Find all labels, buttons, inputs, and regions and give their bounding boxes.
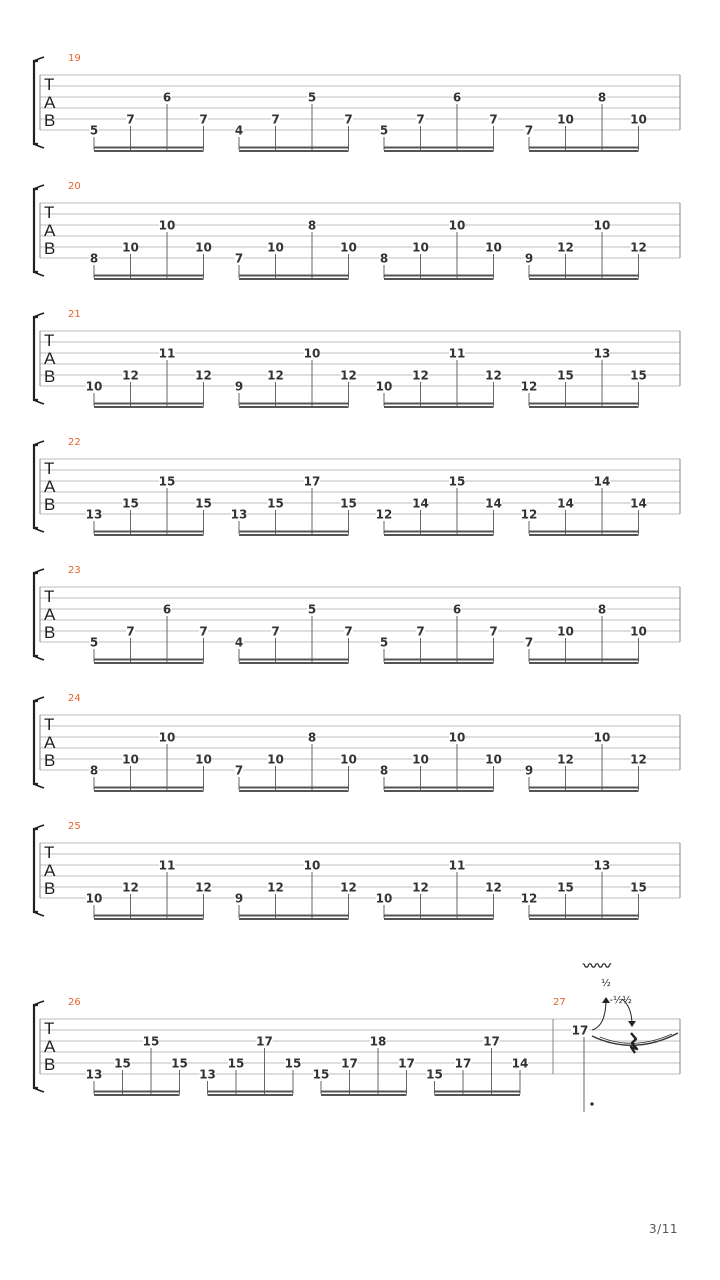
beam bbox=[384, 403, 494, 405]
fret-number: 10 bbox=[375, 379, 393, 394]
beam bbox=[239, 534, 349, 536]
fret-number: 10 bbox=[630, 112, 647, 127]
tab-clef-letter: B bbox=[44, 1055, 56, 1074]
measure-number: 23 bbox=[68, 565, 81, 576]
fret-number: 14 bbox=[630, 496, 647, 511]
fret-number: 12 bbox=[520, 891, 538, 906]
beam bbox=[94, 403, 204, 405]
fret-number: 8 bbox=[307, 730, 317, 745]
fret-number: 12 bbox=[557, 752, 574, 767]
fret-number: 14 bbox=[511, 1056, 529, 1071]
tab-clef-letter: T bbox=[44, 587, 55, 606]
release-arrow-icon bbox=[628, 1021, 636, 1027]
fret-number: 10 bbox=[85, 891, 103, 906]
fret-number: 10 bbox=[267, 752, 284, 767]
beam bbox=[208, 1094, 294, 1096]
beam bbox=[94, 659, 204, 661]
beam bbox=[384, 662, 494, 664]
fret-number: 17 bbox=[454, 1056, 472, 1071]
tab-clef-letter: B bbox=[44, 111, 56, 130]
tab-clef-letter: A bbox=[44, 349, 56, 368]
tab-clef-letter: T bbox=[44, 1019, 55, 1038]
fret-number: 15 bbox=[142, 1034, 160, 1049]
beam bbox=[239, 406, 349, 408]
tab-system bbox=[34, 565, 680, 664]
fret-number: 15 bbox=[171, 1056, 188, 1071]
fret-number: 12 bbox=[267, 880, 284, 895]
beam bbox=[239, 790, 349, 792]
fret-number: 12 bbox=[630, 240, 647, 255]
beam bbox=[94, 147, 204, 149]
fret-number: 5 bbox=[89, 635, 99, 650]
beam bbox=[529, 918, 639, 920]
fret-number: 12 bbox=[485, 368, 502, 383]
fret-number: 8 bbox=[307, 218, 317, 233]
fret-number: 6 bbox=[162, 90, 172, 105]
fret-number: 8 bbox=[89, 251, 99, 266]
tab-clef-letter: A bbox=[44, 733, 56, 752]
fret-number: 10 bbox=[158, 730, 176, 745]
fret-number: 10 bbox=[85, 379, 103, 394]
measure-number: 19 bbox=[68, 53, 81, 64]
fret-number: 10 bbox=[630, 624, 647, 639]
fret-number: 9 bbox=[234, 891, 244, 906]
fret-number: 7 bbox=[199, 112, 208, 127]
fret-number: 11 bbox=[158, 858, 176, 873]
beam bbox=[94, 1094, 180, 1096]
fret-number: 10 bbox=[412, 240, 429, 255]
page-number: 3/11 bbox=[649, 1222, 678, 1236]
fret-number: 15 bbox=[195, 496, 212, 511]
beam bbox=[529, 278, 639, 280]
fret-number: 10 bbox=[448, 730, 466, 745]
beam bbox=[529, 790, 639, 792]
augmentation-dot bbox=[590, 1102, 593, 1105]
measure-number: 27 bbox=[553, 997, 566, 1008]
fret-number: 7 bbox=[416, 624, 425, 639]
fret-number: 7 bbox=[416, 112, 425, 127]
fret-number: 7 bbox=[271, 112, 280, 127]
vibrato-icon: 〰〰 bbox=[583, 959, 611, 975]
fret-number: 10 bbox=[303, 346, 321, 361]
fret-number: 15 bbox=[630, 368, 647, 383]
system-bracket bbox=[34, 189, 38, 272]
tab-system bbox=[34, 437, 680, 536]
fret-number: 7 bbox=[126, 624, 135, 639]
system-bracket bbox=[34, 1005, 38, 1088]
fret-number: 5 bbox=[89, 123, 99, 138]
fret-number: 7 bbox=[271, 624, 280, 639]
beam bbox=[94, 790, 204, 792]
fret-number: 7 bbox=[344, 624, 353, 639]
beam bbox=[94, 662, 204, 664]
fret-number: 4 bbox=[234, 123, 244, 138]
beam bbox=[239, 787, 349, 789]
beam bbox=[239, 147, 349, 149]
beam bbox=[529, 915, 639, 917]
fret-number: 8 bbox=[379, 251, 389, 266]
fret-number: 8 bbox=[379, 763, 389, 778]
tab-clef-letter: T bbox=[44, 715, 55, 734]
system-bracket bbox=[34, 829, 38, 912]
fret-number: 9 bbox=[524, 763, 534, 778]
tab-clef-letter: B bbox=[44, 751, 56, 770]
beam bbox=[94, 275, 204, 277]
fret-number: 13 bbox=[199, 1067, 216, 1082]
fret-number: 7 bbox=[489, 112, 498, 127]
beam bbox=[384, 278, 494, 280]
fret-number: 10 bbox=[557, 624, 574, 639]
fret-number: 12 bbox=[267, 368, 284, 383]
fret-number: 14 bbox=[412, 496, 429, 511]
beam bbox=[94, 278, 204, 280]
fret-number: 17 bbox=[303, 474, 321, 489]
fret-number: 10 bbox=[485, 240, 502, 255]
fret-number: 12 bbox=[485, 880, 502, 895]
fret-number: 5 bbox=[307, 602, 317, 617]
fret-number: 7 bbox=[234, 251, 244, 266]
fret-number: 11 bbox=[448, 858, 466, 873]
system-bracket bbox=[34, 573, 38, 656]
beam bbox=[529, 406, 639, 408]
fret-number: 15 bbox=[158, 474, 176, 489]
tab-clef-letter: B bbox=[44, 495, 56, 514]
beam bbox=[435, 1091, 521, 1093]
beam bbox=[384, 275, 494, 277]
fret-number: 9 bbox=[234, 379, 244, 394]
beam bbox=[94, 915, 204, 917]
fret-number: 10 bbox=[122, 752, 139, 767]
beam bbox=[384, 406, 494, 408]
fret-number: 10 bbox=[195, 752, 212, 767]
tab-system-final bbox=[34, 959, 680, 1112]
beam bbox=[94, 531, 204, 533]
tab-clef-letter: T bbox=[44, 331, 55, 350]
beam bbox=[239, 662, 349, 664]
beam bbox=[384, 659, 494, 661]
fret-number: 15 bbox=[122, 496, 139, 511]
beam bbox=[94, 150, 204, 152]
beam bbox=[384, 147, 494, 149]
measure-number: 25 bbox=[68, 821, 81, 832]
fret-number: 10 bbox=[340, 752, 357, 767]
beam bbox=[529, 787, 639, 789]
fret-number: 12 bbox=[630, 752, 647, 767]
fret-number: 7 bbox=[234, 763, 244, 778]
system-bracket bbox=[34, 701, 38, 784]
release-amount-label-2: ½ bbox=[622, 995, 632, 1006]
beam bbox=[321, 1094, 407, 1096]
bend-amount-label: ½ bbox=[601, 978, 611, 989]
beam bbox=[208, 1091, 294, 1093]
tab-clef-letter: B bbox=[44, 239, 56, 258]
fret-number: 7 bbox=[524, 123, 534, 138]
fret-number: 7 bbox=[524, 635, 534, 650]
fret-number: 15 bbox=[448, 474, 466, 489]
beam bbox=[239, 915, 349, 917]
fret-number: 17 bbox=[483, 1034, 500, 1049]
beam bbox=[529, 403, 639, 405]
fret-number: 10 bbox=[267, 240, 284, 255]
tab-system bbox=[34, 181, 680, 280]
beam bbox=[94, 1091, 180, 1093]
fret-number: 15 bbox=[630, 880, 647, 895]
fret-number: 6 bbox=[162, 602, 172, 617]
fret-number: 10 bbox=[158, 218, 176, 233]
fret-number: 13 bbox=[230, 507, 248, 522]
fret-number: 12 bbox=[340, 880, 357, 895]
fret-number: 10 bbox=[557, 112, 574, 127]
beam bbox=[239, 275, 349, 277]
fret-number: 15 bbox=[284, 1056, 302, 1071]
fret-number: 10 bbox=[375, 891, 393, 906]
fret-number: 5 bbox=[307, 90, 317, 105]
beam bbox=[239, 403, 349, 405]
fret-number: 12 bbox=[557, 240, 574, 255]
tab-clef-letter: B bbox=[44, 367, 56, 386]
measure-number: 26 bbox=[68, 997, 81, 1008]
tab-clef-letter: B bbox=[44, 879, 56, 898]
beam bbox=[529, 534, 639, 536]
fret-number: 15 bbox=[267, 496, 284, 511]
measure-number: 22 bbox=[68, 437, 81, 448]
fret-number: 10 bbox=[485, 752, 502, 767]
fret-number: 5 bbox=[379, 635, 389, 650]
fret-number: 10 bbox=[448, 218, 466, 233]
fret-number: 17 bbox=[571, 1023, 589, 1038]
fret-number: 12 bbox=[375, 507, 393, 522]
fret-number: 6 bbox=[452, 90, 462, 105]
tab-clef-letter: T bbox=[44, 203, 55, 222]
fret-number: 13 bbox=[85, 507, 103, 522]
beam bbox=[321, 1091, 407, 1093]
fret-number: 18 bbox=[369, 1034, 387, 1049]
fret-number: 10 bbox=[593, 218, 611, 233]
tab-clef-letter: A bbox=[44, 1037, 56, 1056]
fret-number: 8 bbox=[597, 90, 607, 105]
bend-curve bbox=[592, 999, 606, 1030]
beam bbox=[384, 534, 494, 536]
fret-number: 11 bbox=[448, 346, 466, 361]
tab-clef-letter: B bbox=[44, 623, 56, 642]
beam bbox=[529, 662, 639, 664]
beam bbox=[94, 534, 204, 536]
tab-clef-letter: A bbox=[44, 477, 56, 496]
fret-number: 13 bbox=[85, 1067, 103, 1082]
fret-number: 17 bbox=[256, 1034, 273, 1049]
tab-clef-letter: A bbox=[44, 605, 56, 624]
fret-number: 4 bbox=[234, 635, 244, 650]
fret-number: 12 bbox=[340, 368, 357, 383]
fret-number: 12 bbox=[520, 507, 538, 522]
beam bbox=[529, 531, 639, 533]
fret-number: 12 bbox=[195, 368, 212, 383]
system-bracket bbox=[34, 445, 38, 528]
tab-system bbox=[34, 53, 680, 152]
fret-number: 14 bbox=[593, 474, 611, 489]
fret-number: 12 bbox=[195, 880, 212, 895]
fret-number: 15 bbox=[557, 880, 574, 895]
tab-system bbox=[34, 693, 680, 792]
beam bbox=[239, 918, 349, 920]
fret-number: 10 bbox=[303, 858, 321, 873]
fret-number: 7 bbox=[489, 624, 498, 639]
fret-number: 15 bbox=[557, 368, 574, 383]
fret-number: 7 bbox=[344, 112, 353, 127]
tab-clef-letter: T bbox=[44, 459, 55, 478]
tab-clef-letter: A bbox=[44, 221, 56, 240]
fret-number: 15 bbox=[426, 1067, 443, 1082]
fret-number: 14 bbox=[485, 496, 502, 511]
fret-number: 9 bbox=[524, 251, 534, 266]
system-bracket bbox=[34, 61, 38, 144]
fret-number: 12 bbox=[412, 368, 429, 383]
tab-clef-letter: T bbox=[44, 75, 55, 94]
fret-number: 15 bbox=[312, 1067, 330, 1082]
fret-number: 5 bbox=[379, 123, 389, 138]
fret-number: 7 bbox=[199, 624, 208, 639]
tab-clef-letter: T bbox=[44, 843, 55, 862]
beam bbox=[239, 278, 349, 280]
fret-number: 7 bbox=[126, 112, 135, 127]
beam bbox=[384, 150, 494, 152]
fret-number: 12 bbox=[520, 379, 538, 394]
fret-number: 10 bbox=[195, 240, 212, 255]
system-bracket bbox=[34, 317, 38, 400]
fret-number: 14 bbox=[557, 496, 574, 511]
fret-number: 10 bbox=[412, 752, 429, 767]
beam bbox=[384, 915, 494, 917]
fret-number: 13 bbox=[593, 858, 611, 873]
fret-number: 17 bbox=[341, 1056, 358, 1071]
fret-number: 15 bbox=[340, 496, 357, 511]
beam bbox=[435, 1094, 521, 1096]
fret-number: 8 bbox=[597, 602, 607, 617]
fret-number: 10 bbox=[593, 730, 611, 745]
fret-number: 15 bbox=[114, 1056, 131, 1071]
beam bbox=[529, 147, 639, 149]
beam bbox=[529, 275, 639, 277]
tab-clef-letter: A bbox=[44, 93, 56, 112]
beam bbox=[94, 787, 204, 789]
tab-system bbox=[34, 821, 680, 920]
measure-number: 24 bbox=[68, 693, 81, 704]
beam bbox=[529, 150, 639, 152]
tab-clef-letter: A bbox=[44, 861, 56, 880]
beam bbox=[94, 918, 204, 920]
beam bbox=[239, 531, 349, 533]
measure-number: 20 bbox=[68, 181, 81, 192]
beam bbox=[384, 531, 494, 533]
beam bbox=[529, 659, 639, 661]
beam bbox=[384, 787, 494, 789]
beam bbox=[384, 790, 494, 792]
fret-number: 8 bbox=[89, 763, 99, 778]
beam bbox=[384, 918, 494, 920]
beam bbox=[239, 150, 349, 152]
beam bbox=[94, 406, 204, 408]
tab-system bbox=[34, 309, 680, 408]
fret-number: 12 bbox=[122, 880, 139, 895]
release-amount-label: -½ bbox=[609, 995, 623, 1006]
fret-number: 17 bbox=[398, 1056, 415, 1071]
fret-number: 15 bbox=[227, 1056, 245, 1071]
fret-number: 10 bbox=[122, 240, 139, 255]
fret-number: 12 bbox=[122, 368, 139, 383]
fret-number: 11 bbox=[158, 346, 176, 361]
fret-number: 6 bbox=[452, 602, 462, 617]
fret-number: 10 bbox=[340, 240, 357, 255]
fret-number: 12 bbox=[412, 880, 429, 895]
beam bbox=[239, 659, 349, 661]
fret-number: 13 bbox=[593, 346, 611, 361]
measure-number: 21 bbox=[68, 309, 81, 320]
